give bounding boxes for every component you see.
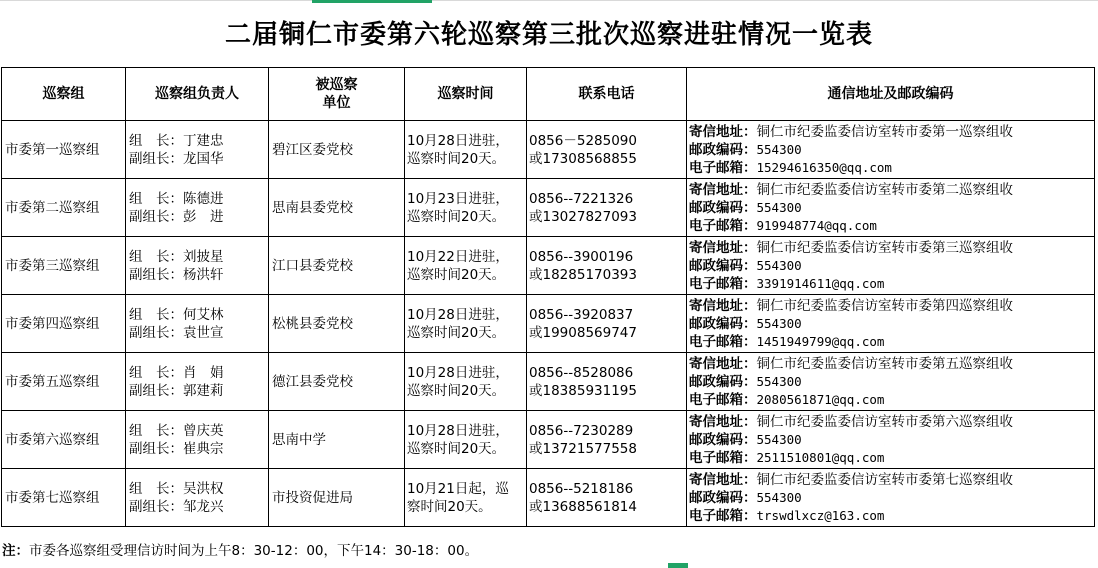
phone-mobile: 或13688561814 xyxy=(529,498,637,515)
mail-address-value: 铜仁市纪委监委信访室转市委第七巡察组收 xyxy=(756,471,1013,488)
team-name: 市委第二巡察组 xyxy=(5,199,100,216)
unit-name: 松桃县委党校 xyxy=(272,315,353,332)
postcode-line xyxy=(689,257,1092,275)
postcode-value: 554300 xyxy=(756,489,802,505)
mail-address-line xyxy=(689,297,1092,315)
postcode-line xyxy=(689,373,1092,391)
cell-phone[interactable] xyxy=(527,179,687,237)
table-row xyxy=(2,295,1095,353)
deputy-leader-text: 副组长：邹龙兴 xyxy=(129,498,224,515)
deputy-leader-text: 副组长：杨洪轩 xyxy=(129,266,224,283)
phone-mobile: 或18385931195 xyxy=(529,382,637,399)
mail-address-line xyxy=(689,181,1092,199)
email-value: trswdlxcz@163.com xyxy=(756,507,885,523)
postcode-label: 邮政编码： xyxy=(689,373,757,390)
cell-team[interactable] xyxy=(2,121,126,179)
team-name: 市委第五巡察组 xyxy=(5,373,100,390)
email-line xyxy=(689,333,1092,351)
cell-team[interactable] xyxy=(2,353,126,411)
top-gridline xyxy=(0,0,1098,1)
header-unit-line2: 单位 xyxy=(322,95,351,111)
email-line xyxy=(689,391,1092,409)
cell-time[interactable] xyxy=(405,121,527,179)
email-value: 2080561871@qq.com xyxy=(756,391,885,407)
deputy-leader-text: 副组长：龙国华 xyxy=(129,150,224,167)
selection-fill-handle[interactable] xyxy=(668,563,688,568)
time-line2: 巡察时间20天。 xyxy=(407,324,506,341)
phone-landline: 0856－5285090 xyxy=(529,132,637,149)
mail-address-value: 铜仁市纪委监委信访室转市委第四巡察组收 xyxy=(756,297,1013,314)
phone-mobile: 或13721577558 xyxy=(529,440,637,457)
cell-time[interactable] xyxy=(405,411,527,469)
time-line1: 10月22日进驻， xyxy=(407,248,509,265)
time-line1: 10月28日进驻， xyxy=(407,422,509,439)
unit-name: 思南县委党校 xyxy=(272,199,353,216)
mail-address-line xyxy=(689,413,1092,431)
email-label: 电子邮箱： xyxy=(689,333,757,350)
unit-name: 德江县委党校 xyxy=(272,373,353,390)
email-label: 电子邮箱： xyxy=(689,449,757,466)
postcode-label: 邮政编码： xyxy=(689,431,757,448)
mail-address-value: 铜仁市纪委监委信访室转市委第三巡察组收 xyxy=(756,239,1013,256)
cell-address[interactable] xyxy=(687,121,1095,179)
table-header-row xyxy=(2,68,1095,121)
cell-address[interactable] xyxy=(687,469,1095,527)
cell-team[interactable] xyxy=(2,411,126,469)
postcode-label: 邮政编码： xyxy=(689,489,757,506)
postcode-line xyxy=(689,489,1092,507)
cell-unit[interactable] xyxy=(269,179,405,237)
inspection-roster-table xyxy=(1,67,1095,527)
mail-address-line xyxy=(689,471,1092,489)
cell-phone[interactable] xyxy=(527,121,687,179)
selected-cell-marker xyxy=(312,0,432,3)
footnote-text: 市委各巡察组受理信访时间为上午8：30-12：00，下午14：30-18：00。 xyxy=(29,543,479,559)
cell-team[interactable] xyxy=(2,469,126,527)
header-leaders: 巡察组负责人 xyxy=(126,68,269,121)
cell-time[interactable] xyxy=(405,353,527,411)
time-line2: 巡察时间20天。 xyxy=(407,440,506,457)
cell-team[interactable] xyxy=(2,179,126,237)
email-label: 电子邮箱： xyxy=(689,507,757,524)
table-row xyxy=(2,411,1095,469)
deputy-leader-text: 副组长：郭建莉 xyxy=(129,382,224,399)
email-label: 电子邮箱： xyxy=(689,159,757,176)
cell-unit[interactable] xyxy=(269,237,405,295)
cell-leaders[interactable] xyxy=(126,237,269,295)
table-row xyxy=(2,179,1095,237)
time-line1: 10月21日起，巡 xyxy=(407,480,509,497)
email-value: 15294616350@qq.com xyxy=(756,159,892,175)
leader-text: 组 长：肖 娟 xyxy=(129,364,224,381)
header-time: 巡察时间 xyxy=(405,68,527,121)
table-row xyxy=(2,237,1095,295)
mail-address-value: 铜仁市纪委监委信访室转市委第五巡察组收 xyxy=(756,355,1013,372)
cell-leaders[interactable] xyxy=(126,121,269,179)
cell-address[interactable] xyxy=(687,411,1095,469)
postcode-label: 邮政编码： xyxy=(689,141,757,158)
mail-address-label: 寄信地址： xyxy=(689,471,757,488)
cell-address[interactable] xyxy=(687,353,1095,411)
team-name: 市委第三巡察组 xyxy=(5,257,100,274)
team-name: 市委第六巡察组 xyxy=(5,431,100,448)
postcode-line xyxy=(689,199,1092,217)
cell-phone[interactable] xyxy=(527,469,687,527)
time-line1: 10月23日进驻， xyxy=(407,190,509,207)
team-name: 市委第一巡察组 xyxy=(5,141,100,158)
header-unit-line1: 被巡察 xyxy=(315,77,358,93)
unit-name: 碧江区委党校 xyxy=(272,141,353,158)
unit-name: 江口县委党校 xyxy=(272,257,353,274)
mail-address-line xyxy=(689,355,1092,373)
footnote xyxy=(2,541,478,561)
team-name: 市委第七巡察组 xyxy=(5,489,100,506)
mail-address-label: 寄信地址： xyxy=(689,123,757,140)
mail-address-label: 寄信地址： xyxy=(689,297,757,314)
mail-address-line xyxy=(689,123,1092,141)
email-value: 2511510801@qq.com xyxy=(756,449,885,465)
phone-mobile: 或13027827093 xyxy=(529,208,637,225)
footnote-label: 注： xyxy=(2,543,29,559)
mail-address-label: 寄信地址： xyxy=(689,239,757,256)
phone-landline: 0856--7230289 xyxy=(529,422,634,439)
leader-text: 组 长：何艾林 xyxy=(129,306,224,323)
cell-phone[interactable] xyxy=(527,353,687,411)
time-line1: 10月28日进驻， xyxy=(407,306,509,323)
phone-mobile: 或17308568855 xyxy=(529,150,637,167)
phone-mobile: 或19908569747 xyxy=(529,324,637,341)
time-line2: 巡察时间20天。 xyxy=(407,150,506,167)
cell-leaders[interactable] xyxy=(126,411,269,469)
cell-phone[interactable] xyxy=(527,411,687,469)
phone-landline: 0856--7221326 xyxy=(529,190,634,207)
leader-text: 组 长：吴洪权 xyxy=(129,480,224,497)
cell-unit[interactable] xyxy=(269,295,405,353)
cell-team[interactable] xyxy=(2,237,126,295)
table-row xyxy=(2,469,1095,527)
phone-landline: 0856--5218186 xyxy=(529,480,634,497)
cell-address[interactable] xyxy=(687,295,1095,353)
deputy-leader-text: 副组长：崔典宗 xyxy=(129,440,224,457)
leader-text: 组 长：丁建忠 xyxy=(129,132,224,149)
email-line xyxy=(689,217,1092,235)
email-value: 919948774@qq.com xyxy=(756,217,877,233)
time-line1: 10月28日进驻， xyxy=(407,364,509,381)
header-team: 巡察组 xyxy=(2,68,126,121)
time-line2: 巡察时间20天。 xyxy=(407,208,506,225)
postcode-line xyxy=(689,431,1092,449)
email-line xyxy=(689,507,1092,525)
cell-unit[interactable] xyxy=(269,411,405,469)
mail-address-label: 寄信地址： xyxy=(689,413,757,430)
email-label: 电子邮箱： xyxy=(689,217,757,234)
time-line1: 10月28日进驻， xyxy=(407,132,509,149)
phone-landline: 0856--3900196 xyxy=(529,248,634,265)
mail-address-value: 铜仁市纪委监委信访室转市委第六巡察组收 xyxy=(756,413,1013,430)
cell-unit[interactable] xyxy=(269,121,405,179)
cell-leaders[interactable] xyxy=(126,295,269,353)
unit-name: 市投资促进局 xyxy=(272,489,353,506)
postcode-value: 554300 xyxy=(756,431,802,447)
postcode-value: 554300 xyxy=(756,257,802,273)
time-line2: 察时间20天。 xyxy=(407,498,492,515)
cell-unit[interactable] xyxy=(269,469,405,527)
cell-time[interactable] xyxy=(405,237,527,295)
deputy-leader-text: 副组长：袁世宣 xyxy=(129,324,224,341)
time-line2: 巡察时间20天。 xyxy=(407,266,506,283)
postcode-line xyxy=(689,141,1092,159)
email-line xyxy=(689,449,1092,467)
table-row xyxy=(2,121,1095,179)
email-label: 电子邮箱： xyxy=(689,391,757,408)
time-line2: 巡察时间20天。 xyxy=(407,382,506,399)
page-title: 二届铜仁市委第六轮巡察第三批次巡察进驻情况一览表 xyxy=(224,20,873,50)
mail-address-label: 寄信地址： xyxy=(689,181,757,198)
cell-address[interactable] xyxy=(687,179,1095,237)
cell-phone[interactable] xyxy=(527,237,687,295)
header-address: 通信地址及邮政编码 xyxy=(687,68,1095,121)
postcode-line xyxy=(689,315,1092,333)
cell-unit[interactable] xyxy=(269,353,405,411)
postcode-value: 554300 xyxy=(756,315,802,331)
postcode-value: 554300 xyxy=(756,141,802,157)
mail-address-line xyxy=(689,239,1092,257)
postcode-label: 邮政编码： xyxy=(689,257,757,274)
cell-phone[interactable] xyxy=(527,295,687,353)
team-name: 市委第四巡察组 xyxy=(5,315,100,332)
cell-address[interactable] xyxy=(687,237,1095,295)
mail-address-value: 铜仁市纪委监委信访室转市委第一巡察组收 xyxy=(756,123,1013,140)
phone-mobile: 或18285170393 xyxy=(529,266,637,283)
postcode-value: 554300 xyxy=(756,373,802,389)
email-label: 电子邮箱： xyxy=(689,275,757,292)
cell-team[interactable] xyxy=(2,295,126,353)
cell-time[interactable] xyxy=(405,469,527,527)
phone-landline: 0856--8528086 xyxy=(529,364,634,381)
email-line xyxy=(689,159,1092,177)
leader-text: 组 长：陈德进 xyxy=(129,190,224,207)
email-line xyxy=(689,275,1092,293)
phone-landline: 0856--3920837 xyxy=(529,306,634,323)
mail-address-value: 铜仁市纪委监委信访室转市委第二巡察组收 xyxy=(756,181,1013,198)
leader-text: 组 长：曾庆英 xyxy=(129,422,224,439)
deputy-leader-text: 副组长：彭 进 xyxy=(129,208,224,225)
email-value: 3391914611@qq.com xyxy=(756,275,885,291)
cell-time[interactable] xyxy=(405,295,527,353)
email-value: 1451949799@qq.com xyxy=(756,333,885,349)
cell-leaders[interactable] xyxy=(126,179,269,237)
mail-address-label: 寄信地址： xyxy=(689,355,757,372)
unit-name: 思南中学 xyxy=(272,431,326,448)
header-unit xyxy=(269,68,405,121)
postcode-label: 邮政编码： xyxy=(689,315,757,332)
header-phone: 联系电话 xyxy=(527,68,687,121)
postcode-label: 邮政编码： xyxy=(689,199,757,216)
cell-time[interactable] xyxy=(405,179,527,237)
table-row xyxy=(2,353,1095,411)
cell-leaders[interactable] xyxy=(126,353,269,411)
postcode-value: 554300 xyxy=(756,199,802,215)
leader-text: 组 长：刘披星 xyxy=(129,248,224,265)
cell-leaders[interactable] xyxy=(126,469,269,527)
